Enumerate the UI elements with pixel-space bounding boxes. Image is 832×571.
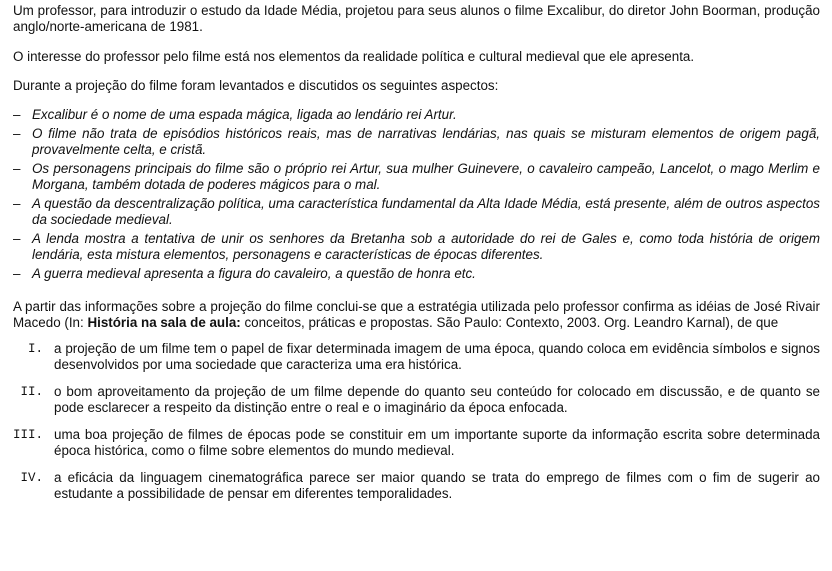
aspect-item [13, 126, 820, 158]
dash-bullet: – [13, 126, 21, 141]
dash-bullet: – [13, 266, 21, 281]
dash-bullet: – [13, 107, 21, 122]
statement-text: a eficácia da linguagem cinematográfica parece ser maior quando se trata do emprego de filmes com o fim de sugerir ao estudante a possibilidade de pensar em diferentes temporalidades. [54, 470, 820, 501]
statement-item [13, 384, 820, 416]
aspect-text: O filme não trata de episódios históricos reais, mas de narrativas lendárias, nas quais se misturam elementos de origem pagã, provavelmente celta, e cristã. [32, 126, 820, 157]
aspect-item [13, 196, 820, 228]
roman-numeral: II. [20, 385, 43, 399]
aspect-item [13, 266, 820, 282]
statement-item [13, 341, 820, 373]
aspect-text: A guerra medieval apresenta a figura do cavaleiro, a questão de honra etc. [32, 266, 476, 281]
roman-numeral: III. [13, 428, 44, 442]
conclusion-text-before: A partir das informações sobre a projeção do filme conclui-se que a estratégia utilizada pelo professor confirma as idéias de José Rivair Macedo (In: [13, 299, 820, 330]
book-title: História na sala de aula: [87, 315, 241, 330]
intro-paragraph: Um professor, para introduzir o estudo da Idade Média, projetou para seus alunos o filme Excalibur, do diretor John Boorman, produção anglo/norte-americana de 1981. [13, 3, 820, 34]
conclusion-paragraph [13, 299, 820, 331]
aspect-item [13, 107, 820, 123]
aspect-item [13, 161, 820, 193]
dash-bullet: – [13, 231, 21, 246]
statement-text: o bom aproveitamento da projeção de um filme depende do quanto seu conteúdo for colocado em discussão, e de quanto se pode esclarecer a respeito da distinção entre o real e o imaginário da época enfocada. [54, 384, 820, 415]
numbered-statements [13, 341, 820, 502]
roman-numeral: IV. [20, 471, 43, 485]
aspects-list [13, 107, 820, 282]
aspect-text: A lenda mostra a tentativa de unir os senhores da Bretanha sob a autoridade do rei de Gales e, como toda história de origem lendária, esta mistura elementos, personagens e características de épocas diferentes. [32, 231, 820, 262]
statement-item [13, 470, 820, 502]
statement-text: uma boa projeção de filmes de épocas pode se constituir em um importante suporte da informação escrita sobre determinada época histórica, como o filme sobre elementos do mundo medieval. [54, 427, 820, 458]
aspect-text: Os personagens principais do filme são o próprio rei Artur, sua mulher Guinevere, o cavaleiro campeão, Lancelot, o mago Merlim e Morgana, também dotada de poderes mágicos para o mal. [32, 161, 820, 192]
dash-bullet: – [13, 196, 21, 211]
statement-item [13, 427, 820, 459]
dash-bullet: – [13, 161, 21, 176]
aspect-item [13, 231, 820, 263]
aspects-intro: Durante a projeção do filme foram levantados e discutidos os seguintes aspectos: [13, 78, 499, 93]
conclusion-text-after: conceitos, práticas e propostas. São Paulo: Contexto, 2003. Org. Leandro Karnal), de que [240, 315, 779, 330]
statement-text: a projeção de um filme tem o papel de fixar determinada imagem de uma época, quando coloca em evidência símbolos e signos desenvolvidos por uma sociedade que caracteriza uma era histórica. [54, 341, 820, 372]
roman-numeral: I. [27, 342, 43, 356]
interest-paragraph: O interesse do professor pelo filme está nos elementos da realidade política e cultural medieval que ele apresenta. [13, 49, 695, 64]
aspect-text: Excalibur é o nome de uma espada mágica, ligada ao lendário rei Artur. [32, 107, 457, 122]
aspect-text: A questão da descentralização política, uma característica fundamental da Alta Idade Média, está presente, além de outros aspectos da sociedade medieval. [32, 196, 820, 227]
